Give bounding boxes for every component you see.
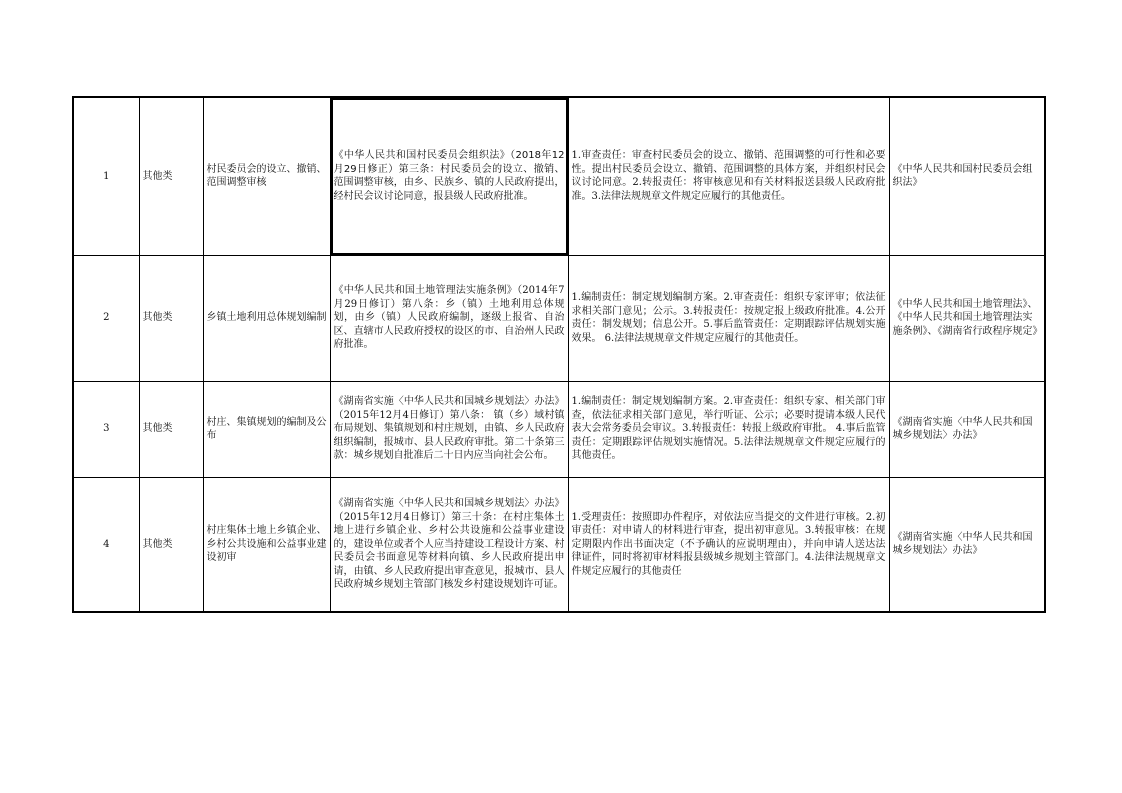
power-category: 其他类: [139, 477, 203, 612]
table-row: [73, 97, 1045, 255]
power-name: 村庄、集镇规划的编制及公布: [203, 381, 330, 477]
power-name: 村庄集体土地上乡镇企业、乡村公共设施和公益事业建设初审: [203, 477, 330, 612]
power-category: 其他类: [139, 381, 203, 477]
power-name: 村民委员会的设立、撤销、范围调整审核: [203, 97, 330, 255]
table-row: [73, 255, 1045, 381]
legal-basis: 《中华人民共和国村民委员会组织法》（2018年12月29日修正）第三条：村民委员会的设立、撤销、范围调整审核，由乡、民族乡、镇的人民政府提出，经村民会议讨论同意，报县级人民政府批准。: [330, 97, 568, 255]
accountability-law: 《湖南省实施〈中华人民共和国城乡规划法〉办法》: [889, 477, 1045, 612]
responsibility-items: 1.受理责任：按照即办件程序，对依法应当提交的文件进行审核。2.初审责任：对申请人的材料进行审查，提出初审意见。3.转报审核：在规定期限内作出书面决定（不予确认的应说明理由），并向申请人送达法律证件，同时将初审材料报县级城乡规划主管部门。4.法律法规规章文件规定应履行的其他责任: [568, 477, 889, 612]
legal-basis: 《中华人民共和国土地管理法实施条例》（2014年7月29日修订）第八条：乡（镇）土地利用总体规划，由乡（镇）人民政府编制，逐级上报省、自治区、直辖市人民政府授权的设区的市、自治州人民政府批准。: [330, 255, 568, 381]
accountability-law: 《中华人民共和国村民委员会组织法》: [889, 97, 1045, 255]
accountability-law: 《湖南省实施〈中华人民共和国城乡规划法〉办法》: [889, 381, 1045, 477]
table-row: [73, 381, 1045, 477]
responsibility-items: 1.编制责任：制定规划编制方案。2.审查责任：组织专家评审；依法征求相关部门意见；公示。3.转报责任：按规定报上级政府批准。4.公开责任：制发规划；信息公开。5.事后监管责任：定期跟踪评估规划实施效果。 6.法律法规规章文件规定应履行的其他责任。: [568, 255, 889, 381]
power-category: 其他类: [139, 97, 203, 255]
legal-basis: 《湖南省实施〈中华人民共和国城乡规划法〉办法》（2015年12月4日修订）第八条： 镇（乡）域村镇布局规划、集镇规划和村庄规划，由镇、乡人民政府组织编制，报城市、县人民政府审批。第二十条第三款：城乡规划自批准后二十日内应当向社会公布。: [330, 381, 568, 477]
power-category: 其他类: [139, 255, 203, 381]
responsibility-items: 1.编制责任：制定规划编制方案。2.审查责任：组织专家、相关部门审查，依法征求相关部门意见，举行听证、公示；必要时提请本级人民代表大会常务委员会审议。3.转报责任：转报上级政府审批。 4.事后监管责任：定期跟踪评估规划实施情况。5.法律法规规章文件规定应履行的其他责任。: [568, 381, 889, 477]
responsibility-items: 1.审查责任：审查村民委员会的设立、撤销、范围调整的可行性和必要性。提出村民委员会设立、撤销、范围调整的具体方案，并组织村民会议讨论同意。2.转报责任：将审核意见和有关材料报送县级人民政府批准。3.法律法规规章文件规定应履行的其他责任。: [568, 97, 889, 255]
row-number: 2: [73, 255, 139, 381]
legal-basis: 《湖南省实施〈中华人民共和国城乡规划法〉办法》（2015年12月4日修订）第三十条：在村庄集体土地上进行乡镇企业、乡村公共设施和公益事业建设的，建设单位或者个人应当持建设工程设计方案、村民委员会书面意见等材料向镇、乡人民政府提出申请，由镇、乡人民政府提出审查意见，报城市、县人民政府城乡规划主管部门核发乡村建设规划许可证。: [330, 477, 568, 612]
power-name: 乡镇土地利用总体规划编制: [203, 255, 330, 381]
powers-table: [72, 96, 1046, 613]
row-number: 1: [73, 97, 139, 255]
accountability-law: 《中华人民共和国土地管理法》、《中华人民共和国土地管理法实施条例》、《湖南省行政程序规定》: [889, 255, 1045, 381]
row-number: 3: [73, 381, 139, 477]
table-row: [73, 477, 1045, 612]
row-number: 4: [73, 477, 139, 612]
